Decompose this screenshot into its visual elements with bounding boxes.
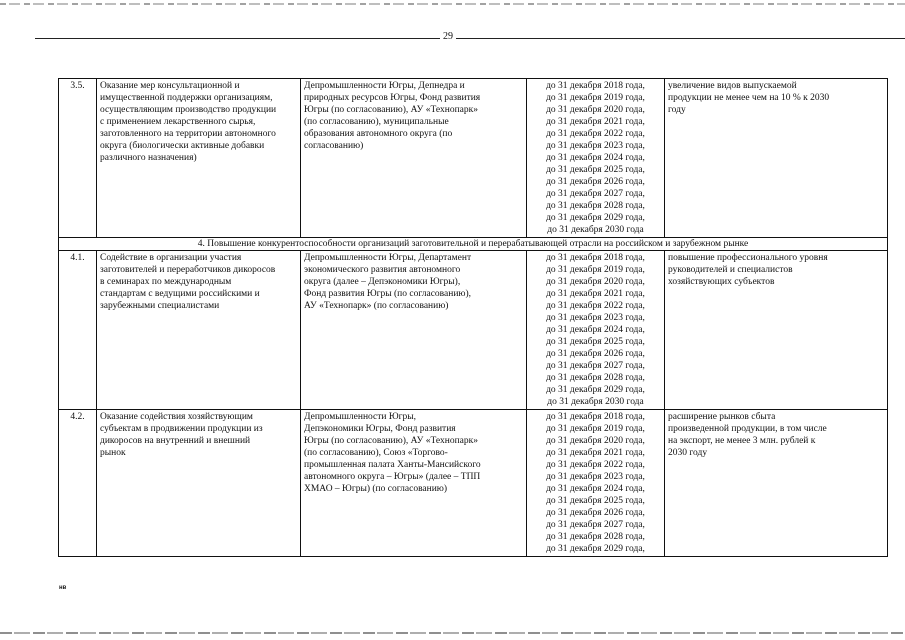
text-line: до 31 декабря 2028 года,: [546, 201, 645, 211]
text-line: дикоросов на внутренний и внешний: [100, 436, 251, 446]
text-line: до 31 декабря 2019 года,: [546, 93, 645, 103]
text-line: автономного округа – Югры» (далее – ТПП: [304, 472, 481, 482]
text-line: до 31 декабря 2025 года,: [546, 496, 645, 506]
section-heading-row: [59, 238, 888, 251]
text-line: промышленная палата Ханты-Мансийского: [304, 460, 481, 470]
text-line: до 31 декабря 2020 года,: [546, 436, 645, 446]
text-line: заготовленного на территории автономного: [100, 129, 276, 139]
text-line: до 31 декабря 2026 года,: [546, 349, 645, 359]
text-line: до 31 декабря 2019 года,: [546, 265, 645, 275]
measures-table: [58, 78, 888, 557]
text-line: до 31 декабря 2022 года,: [546, 301, 645, 311]
text-line: до 31 декабря 2021 года,: [546, 117, 645, 127]
text-line: повышение профессионального уровня: [668, 253, 828, 263]
scan-artifact-top: [0, 3, 905, 5]
text-line: (по согласованию), Союз «Торгово-: [304, 448, 448, 458]
text-line: до 31 декабря 2030 года: [547, 397, 644, 407]
row-number: 4.2.: [59, 410, 97, 557]
responsible-cell: [301, 410, 527, 557]
text-line: до 31 декабря 2021 года,: [546, 289, 645, 299]
text-line: до 31 декабря 2029 года,: [546, 213, 645, 223]
text-line: образования автономного округа (по: [304, 129, 453, 139]
text-line: до 31 декабря 2029 года,: [546, 544, 645, 554]
text-line: до 31 декабря 2026 года,: [546, 177, 645, 187]
text-line: до 31 декабря 2028 года,: [546, 532, 645, 542]
table-row: [59, 79, 888, 238]
text-line: Оказание мер консультационной и: [100, 81, 240, 91]
text-line: округа (далее – Депэкономики Югры),: [304, 277, 461, 287]
text-line: до 31 декабря 2020 года,: [546, 105, 645, 115]
text-line: до 31 декабря 2024 года,: [546, 325, 645, 335]
text-line: Оказание содействия хозяйствующим: [100, 412, 253, 422]
text-line: до 31 декабря 2027 года,: [546, 361, 645, 371]
text-line: округа (биологически активные добавки: [100, 141, 265, 151]
section-title: 4. Повышение конкурентоспособности организаций заготовительной и перерабатывающей отрасли на российском и зарубежном рынке: [59, 238, 888, 251]
text-line: до 31 декабря 2022 года,: [546, 460, 645, 470]
text-line: до 31 декабря 2018 года,: [546, 253, 645, 263]
action-cell: [97, 79, 301, 238]
row-number: 3.5.: [59, 79, 97, 238]
text-line: увеличение видов выпускаемой: [668, 81, 797, 91]
text-line: (по согласованию), муниципальные: [304, 117, 449, 127]
text-line: АУ «Технопарк» (по согласованию): [304, 301, 449, 311]
row-number: 4.1.: [59, 251, 97, 410]
text-line: расширение рынков сбыта: [668, 412, 776, 422]
text-line: до 31 декабря 2027 года,: [546, 189, 645, 199]
text-line: ХМАО – Югры) (по согласованию): [304, 484, 448, 494]
text-line: до 31 декабря 2027 года,: [546, 520, 645, 530]
text-line: до 31 декабря 2022 года,: [546, 129, 645, 139]
text-line: до 31 декабря 2025 года,: [546, 337, 645, 347]
text-line: заготовителей и переработчиков дикоросов: [100, 265, 276, 275]
text-line: Депромышленности Югры, Департамент: [304, 253, 472, 263]
result-cell: [665, 410, 888, 557]
text-line: зарубежными специалистами: [100, 301, 220, 311]
text-line: согласованию): [304, 141, 364, 151]
text-line: с применением лекарственного сырья,: [100, 117, 256, 127]
text-line: продукции не менее чем на 10 % к 2030: [668, 93, 830, 103]
text-line: до 31 декабря 2023 года,: [546, 313, 645, 323]
text-line: до 31 декабря 2029 года,: [546, 385, 645, 395]
text-line: до 31 декабря 2021 года,: [546, 448, 645, 458]
text-line: руководителей и специалистов: [668, 265, 793, 275]
text-line: экономического развития автономного: [304, 265, 461, 275]
text-line: осуществляющим производство продукции: [100, 105, 277, 115]
text-line: до 31 декабря 2019 года,: [546, 424, 645, 434]
page-number: 29: [440, 31, 456, 42]
text-line: произведенной продукции, в том числе: [668, 424, 827, 434]
result-cell: [665, 251, 888, 410]
text-line: Югры (по согласованию), АУ «Технопарк»: [304, 105, 479, 115]
table-row: [59, 410, 888, 557]
text-line: до 31 декабря 2023 года,: [546, 141, 645, 151]
text-line: до 31 декабря 2018 года,: [546, 81, 645, 91]
action-cell: [97, 251, 301, 410]
text-line: различного назначения): [100, 153, 197, 163]
result-cell: [665, 79, 888, 238]
text-line: Югры (по согласованию), АУ «Технопарк»: [304, 436, 479, 446]
text-line: до 31 декабря 2023 года,: [546, 472, 645, 482]
text-line: рынок: [100, 448, 126, 458]
text-line: до 31 декабря 2024 года,: [546, 153, 645, 163]
text-line: стандартам с ведущими российскими и: [100, 289, 260, 299]
text-line: на экспорт, не менее 3 млн. рублей к: [668, 436, 816, 446]
text-line: хозяйствующих субъектов: [668, 277, 775, 287]
text-line: до 31 декабря 2026 года,: [546, 508, 645, 518]
text-line: до 31 декабря 2028 года,: [546, 373, 645, 383]
text-line: до 31 декабря 2025 года,: [546, 165, 645, 175]
action-cell: [97, 410, 301, 557]
text-line: до 31 декабря 2030 года: [547, 225, 644, 235]
table-row: [59, 251, 888, 410]
deadline-cell: [527, 79, 665, 238]
text-line: году: [668, 105, 686, 115]
text-line: имущественной поддержки организациям,: [100, 93, 273, 103]
responsible-cell: [301, 79, 527, 238]
footer-mark: нв: [59, 585, 67, 591]
text-line: до 31 декабря 2020 года,: [546, 277, 645, 287]
text-line: Депэкономики Югры, Фонд развития: [304, 424, 456, 434]
scan-artifact-bottom: [0, 632, 905, 634]
text-line: в семинарах по международным: [100, 277, 232, 287]
text-line: до 31 декабря 2018 года,: [546, 412, 645, 422]
text-line: природных ресурсов Югры, Фонд развития: [304, 93, 481, 103]
responsible-cell: [301, 251, 527, 410]
text-line: Депромышленности Югры,: [304, 412, 417, 422]
text-line: Фонд развития Югры (по согласованию),: [304, 289, 472, 299]
text-line: 2030 году: [668, 448, 708, 458]
text-line: Содействие в организации участия: [100, 253, 242, 263]
text-line: Депромышленности Югры, Депнедра и: [304, 81, 465, 91]
header-rule: [35, 38, 905, 39]
text-line: субъектам в продвижении продукции из: [100, 424, 263, 434]
text-line: до 31 декабря 2024 года,: [546, 484, 645, 494]
deadline-cell: [527, 410, 665, 557]
deadline-cell: [527, 251, 665, 410]
